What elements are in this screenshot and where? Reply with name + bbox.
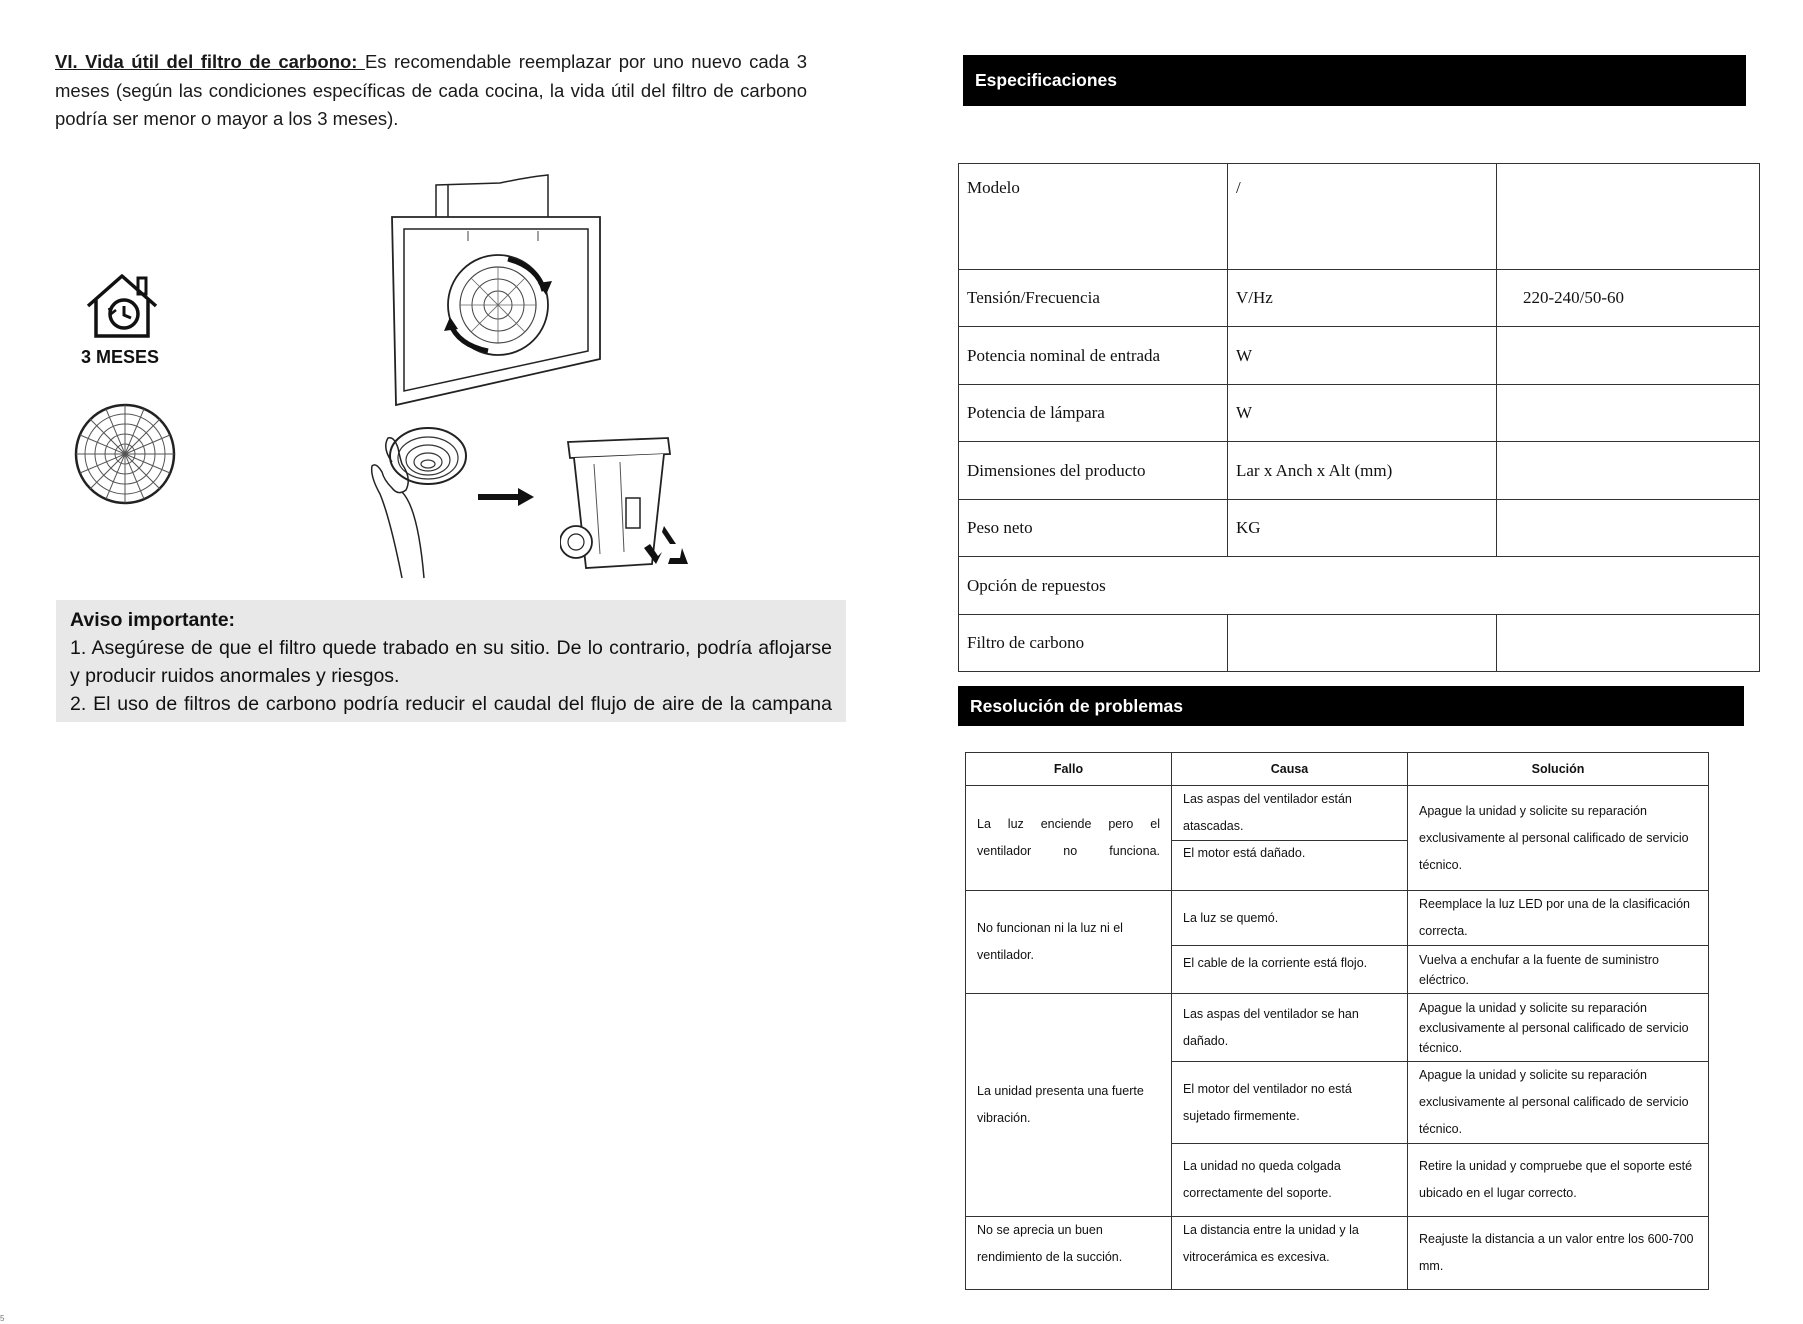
spec-value <box>1497 442 1760 500</box>
troubleshooting-table <box>965 752 1709 1290</box>
table-row <box>966 994 1709 1062</box>
specifications-table <box>958 163 1760 672</box>
spec-row <box>959 442 1760 500</box>
hand-removing-filter-illustration <box>362 418 472 580</box>
title-underline-space <box>357 51 364 72</box>
carbon-filter-value <box>1497 615 1760 672</box>
carbon-filter-grille-icon <box>73 402 177 506</box>
solution-cell: Apague la unidad y solicite su reparación exclusivamente al personal calificado de servicio técnico. <box>1408 786 1709 891</box>
fault-cell: La luz enciende pero el ventilador no funciona. <box>966 786 1172 891</box>
spec-value <box>1497 385 1760 442</box>
solution-cell: Apague la unidad y solicite su reparación exclusivamente al personal calificado de servicio técnico. <box>1408 1062 1709 1144</box>
spec-label: Tensión/Frecuencia <box>959 270 1228 327</box>
troubleshooting-header-row <box>966 753 1709 786</box>
spec-label: Peso neto <box>959 500 1228 557</box>
spec-value <box>1497 500 1760 557</box>
cause-cell: El cable de la corriente está flojo. <box>1172 946 1408 994</box>
spec-row <box>959 385 1760 442</box>
range-hood-fan-illustration <box>388 173 608 408</box>
solution-cell: Reemplace la luz LED por una de la clasificación correcta. <box>1408 891 1709 946</box>
spec-row <box>959 164 1760 270</box>
spec-label: Dimensiones del producto <box>959 442 1228 500</box>
spec-unit: V/Hz <box>1228 270 1497 327</box>
fault-cell: No se aprecia un buen rendimiento de la succión. <box>966 1217 1172 1290</box>
solution-cell: Reajuste la distancia a un valor entre los 600-700 mm. <box>1408 1217 1709 1290</box>
notice-item-1: 1. Asegúrese de que el filtro quede trabado en su sitio. De lo contrario, podría aflojarse y producir ruidos anormales y riesgos. <box>70 637 832 687</box>
page-corner-mark: 5 <box>0 1314 5 1323</box>
important-notice-box <box>56 600 846 722</box>
spare-parts-label: Opción de repuestos <box>959 557 1760 615</box>
cause-cell: La distancia entre la unidad y la vitrocerámica es excesiva. <box>1172 1217 1408 1290</box>
spec-unit: W <box>1228 385 1497 442</box>
spec-row <box>959 270 1760 327</box>
cause-cell: Las aspas del ventilador están atascadas. <box>1172 786 1408 841</box>
spec-row <box>959 615 1760 672</box>
header-cause: Causa <box>1172 753 1408 786</box>
notice-item-2: 2. El uso de filtros de carbono podría reducir el caudal del flujo de aire de la campana <box>70 693 832 715</box>
table-row <box>966 786 1709 841</box>
header-solution: Solución <box>1408 753 1709 786</box>
solution-cell: Retire la unidad y compruebe que el soporte esté ubicado en el lugar correcto. <box>1408 1144 1709 1217</box>
cause-cell: El motor del ventilador no está sujetado firmemente. <box>1172 1062 1408 1144</box>
carbon-filter-life-paragraph <box>55 48 807 134</box>
spec-unit: W <box>1228 327 1497 385</box>
carbon-filter-life-title: VI. Vida útil del filtro de carbono: <box>55 51 358 72</box>
notice-title: Aviso importante: <box>70 609 236 631</box>
spec-unit: KG <box>1228 500 1497 557</box>
cause-cell: La luz se quemó. <box>1172 891 1408 946</box>
carbon-filter-life-text: Es recomendable reemplazar por uno nuevo cada 3 meses (según las condiciones específicas de cada cocina, la vida útil del filtro de carbono podría ser menor o mayor a los 3 meses). <box>55 51 807 129</box>
arrow-right-icon <box>478 488 534 506</box>
cause-cell: El motor está dañado. <box>1172 841 1408 891</box>
spec-unit: Lar x Anch x Alt (mm) <box>1228 442 1497 500</box>
months-label: 3 MESES <box>80 347 160 367</box>
spec-unit: / <box>1228 164 1497 270</box>
spec-label: Modelo <box>959 164 1228 270</box>
cause-cell: Las aspas del ventilador se han dañado. <box>1172 994 1408 1062</box>
header-fault: Fallo <box>966 753 1172 786</box>
spec-value <box>1497 327 1760 385</box>
spec-label: Potencia nominal de entrada <box>959 327 1228 385</box>
trash-bin-recycle-illustration <box>560 428 696 578</box>
spec-value: 220-240/50-60 <box>1497 270 1760 327</box>
spec-value <box>1497 164 1760 270</box>
carbon-filter-unit <box>1228 615 1497 672</box>
table-row <box>966 891 1709 946</box>
table-row <box>966 1217 1709 1290</box>
specifications-heading: Especificaciones <box>963 55 1746 106</box>
spec-row <box>959 500 1760 557</box>
cause-cell: La unidad no queda colgada correctamente del soporte. <box>1172 1144 1408 1217</box>
spec-row <box>959 557 1760 615</box>
solution-cell: Vuelva a enchufar a la fuente de suministro eléctrico. <box>1408 946 1709 994</box>
carbon-filter-label: Filtro de carbono <box>959 615 1228 672</box>
fault-cell: No funcionan ni la luz ni el ventilador. <box>966 891 1172 994</box>
fault-cell: La unidad presenta una fuerte vibración. <box>966 994 1172 1217</box>
solution-cell: Apague la unidad y solicite su reparación exclusivamente al personal calificado de servicio técnico. <box>1408 994 1709 1062</box>
house-clock-icon <box>82 270 162 342</box>
spec-row <box>959 327 1760 385</box>
spec-label: Potencia de lámpara <box>959 385 1228 442</box>
troubleshooting-heading: Resolución de problemas <box>958 686 1744 726</box>
